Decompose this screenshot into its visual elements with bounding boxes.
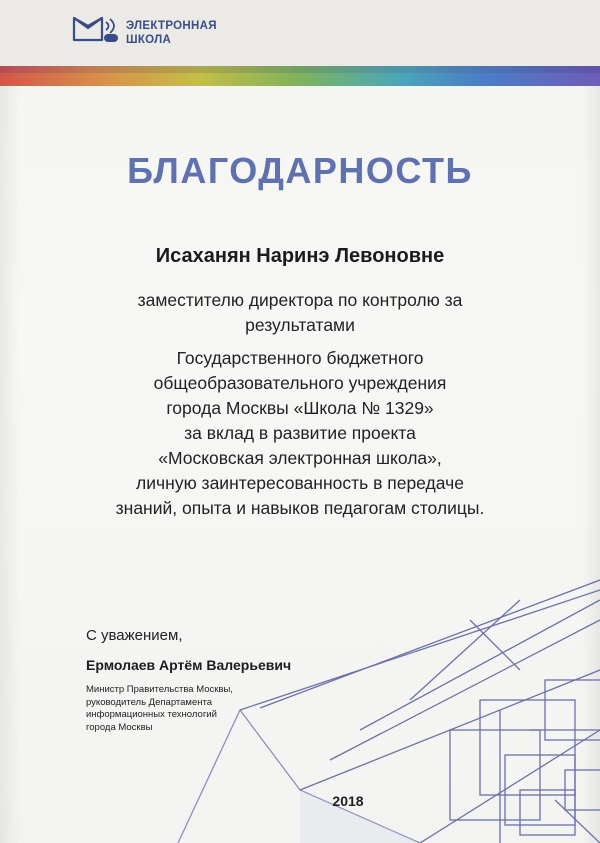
- electronic-school-logo-icon: [72, 12, 122, 46]
- certificate-title: БЛАГОДАРНОСТЬ: [127, 150, 473, 191]
- signer-position-line: города Москвы: [86, 721, 153, 733]
- body-line: «Московская электронная школа»,: [158, 448, 442, 468]
- role-line: заместителю директора по контролю за: [137, 290, 463, 310]
- signoff-text: С уважением,: [86, 627, 183, 644]
- body-line: знаний, опыта и навыков педагогам столицы.: [115, 498, 485, 518]
- body-line: личную заинтересованность в передаче: [136, 473, 464, 493]
- signer-position-line: руководитель Департамента: [86, 696, 213, 708]
- signer-name: Ермолаев Артём Валерьевич: [86, 657, 292, 673]
- body-line: города Москвы «Школа № 1329»: [166, 398, 434, 418]
- logo-text: [126, 19, 217, 47]
- rainbow-stripe: [0, 66, 600, 86]
- recipient-name: Исаханян Наринэ Левоновне: [155, 245, 445, 267]
- signer-position-line: Министр Правительства Москвы,: [86, 684, 233, 695]
- body-line: общеобразовательного учреждения: [153, 373, 447, 393]
- logo-text-line: ЭЛЕКТРОННАЯ: [126, 20, 217, 32]
- logo-text-line: ШКОЛА: [126, 34, 172, 46]
- role-line: результатами: [245, 315, 355, 335]
- signer-position: [86, 684, 326, 734]
- body-line: Государственного бюджетного: [176, 348, 424, 368]
- body-line: за вклад в развитие проекта: [184, 423, 416, 443]
- header-band: [0, 0, 600, 66]
- certificate-year: 2018: [332, 793, 364, 809]
- certificate-body: [60, 288, 540, 521]
- signer-position-line: информационных технологий: [86, 709, 217, 720]
